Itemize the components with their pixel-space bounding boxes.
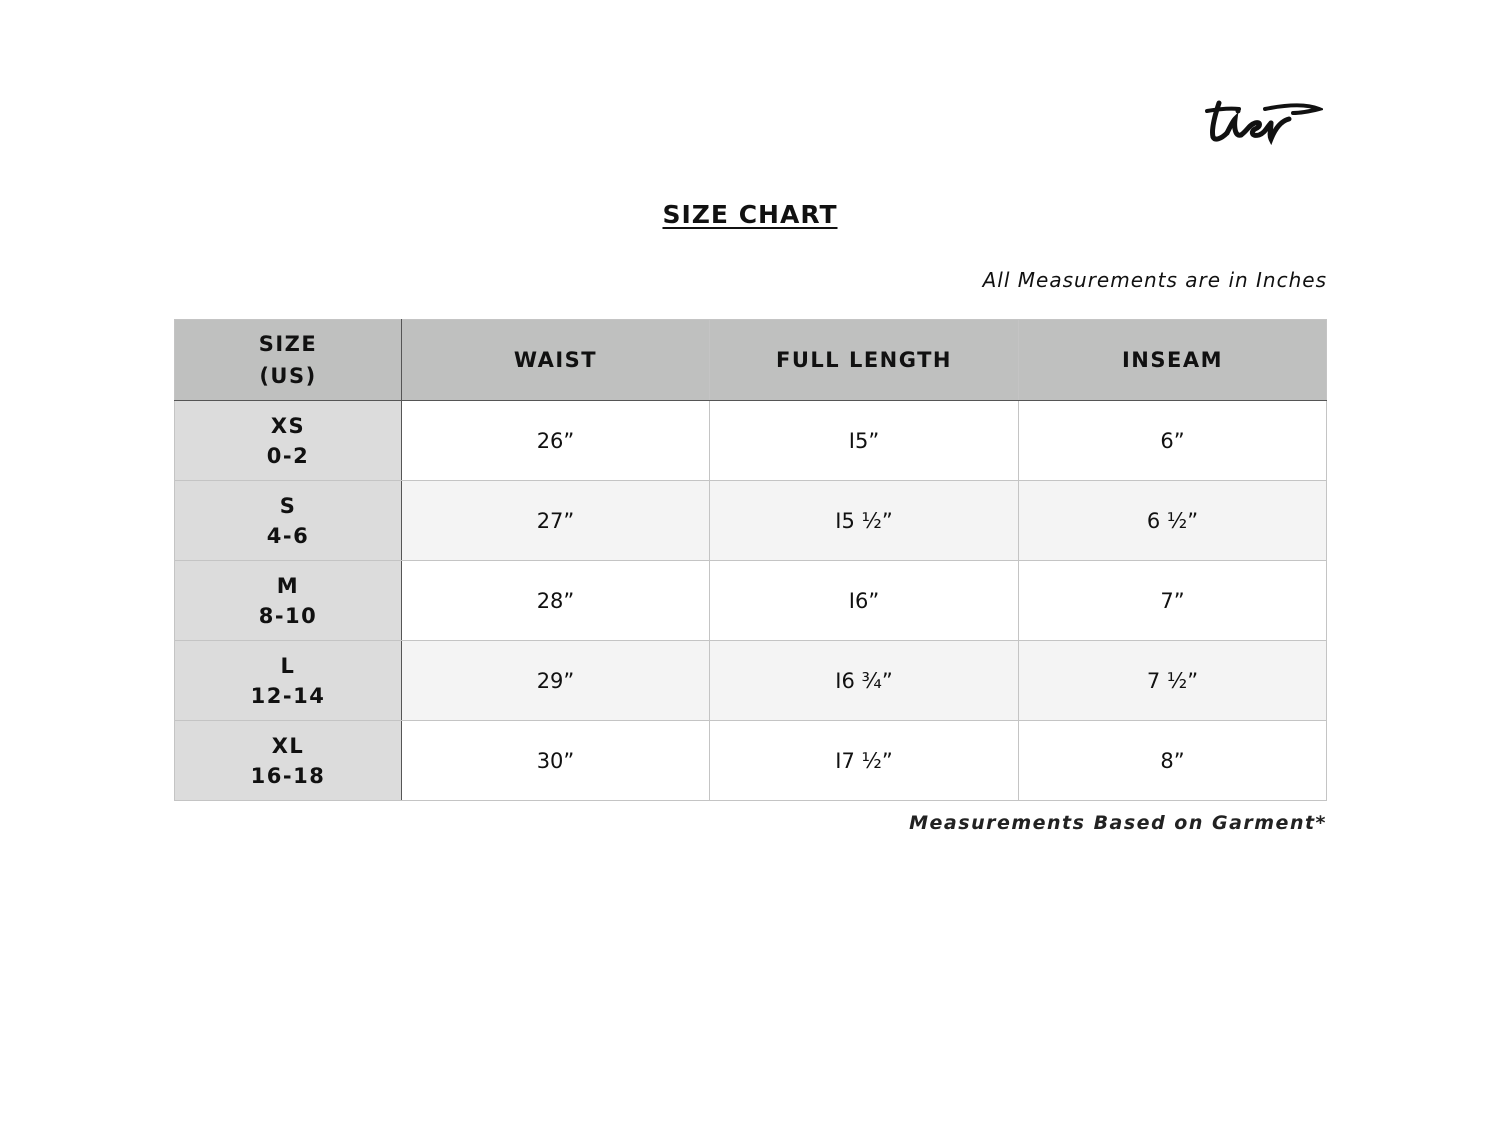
size-cell [175, 721, 402, 801]
table-row [175, 481, 1327, 561]
waist-cell: 27” [402, 481, 710, 561]
size-cell [175, 561, 402, 641]
inseam-cell: 7” [1019, 561, 1327, 641]
size-range: 12-14 [250, 683, 326, 708]
page-title: SIZE CHART [662, 200, 838, 229]
waist-cell: 29” [402, 641, 710, 721]
header-size [175, 320, 402, 401]
header-inseam: INSEAM [1019, 320, 1327, 401]
table-header-row [175, 320, 1327, 401]
header-size-label: SIZE [258, 332, 318, 356]
full-length-cell: I5 ½” [710, 481, 1019, 561]
size-label: M [276, 573, 300, 598]
waist-cell: 30” [402, 721, 710, 801]
size-range: 0-2 [266, 443, 310, 468]
size-range: 8-10 [258, 603, 318, 628]
size-range: 4-6 [266, 523, 310, 548]
table-row [175, 401, 1327, 481]
size-range: 16-18 [250, 763, 326, 788]
size-label: XS [270, 413, 306, 438]
waist-cell: 26” [402, 401, 710, 481]
table-row [175, 721, 1327, 801]
brand-logo [1205, 95, 1323, 147]
inseam-cell: 7 ½” [1019, 641, 1327, 721]
full-length-cell: I7 ½” [710, 721, 1019, 801]
table-row [175, 641, 1327, 721]
inseam-cell: 6” [1019, 401, 1327, 481]
units-note: All Measurements are in Inches [982, 268, 1327, 292]
size-label: L [280, 653, 296, 678]
size-cell [175, 401, 402, 481]
table-row [175, 561, 1327, 641]
full-length-cell: I5” [710, 401, 1019, 481]
size-cell [175, 481, 402, 561]
inseam-cell: 8” [1019, 721, 1327, 801]
size-label: XL [271, 733, 305, 758]
size-label: S [279, 493, 297, 518]
header-size-region: (US) [259, 364, 317, 388]
full-length-cell: I6 ¾” [710, 641, 1019, 721]
footer-note: Measurements Based on Garment* [909, 812, 1327, 834]
waist-cell: 28” [402, 561, 710, 641]
size-chart-table [174, 319, 1327, 801]
header-waist: WAIST [402, 320, 710, 401]
full-length-cell: I6” [710, 561, 1019, 641]
inseam-cell: 6 ½” [1019, 481, 1327, 561]
size-cell [175, 641, 402, 721]
header-full-length: FULL LENGTH [710, 320, 1019, 401]
